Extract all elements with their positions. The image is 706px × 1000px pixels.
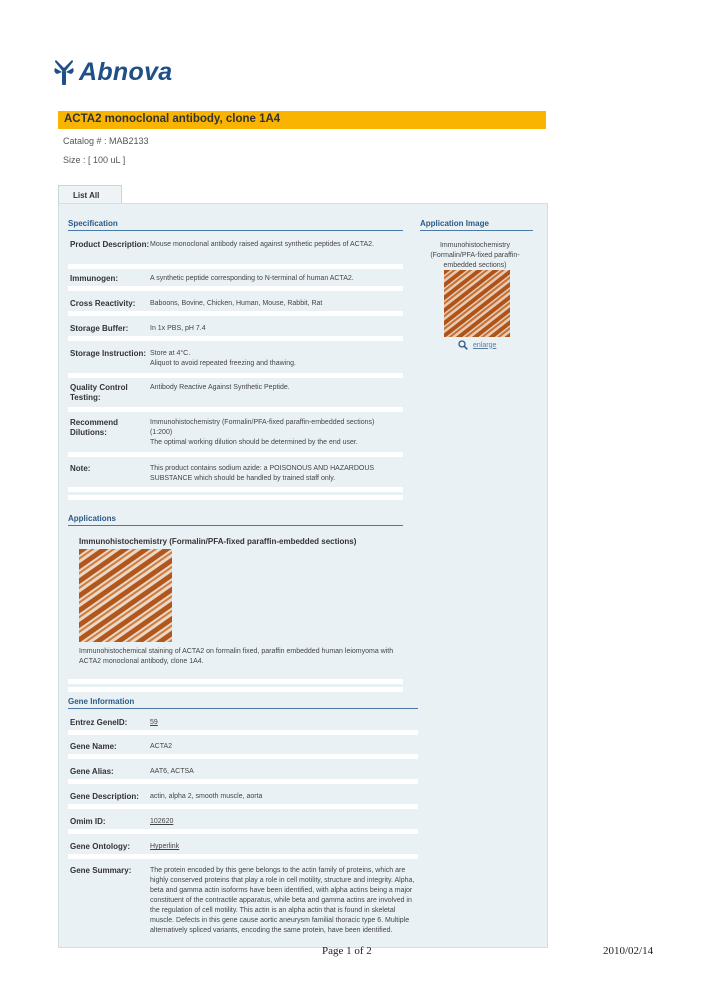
gene-value: AAT6, ACTSA bbox=[150, 768, 194, 775]
application-ihc-image bbox=[79, 549, 172, 642]
application-image-thumbnail[interactable] bbox=[444, 270, 510, 337]
row-divider bbox=[68, 452, 403, 457]
gene-label: Gene Name: bbox=[70, 742, 117, 751]
page-number: Page 1 of 2 bbox=[322, 945, 372, 957]
print-date: 2010/02/14 bbox=[603, 945, 654, 957]
gene-value: actin, alpha 2, smooth muscle, aorta bbox=[150, 793, 263, 800]
application-ihc-title: Immunohistochemistry (Formalin/PFA-fixed paraffin-embedded sections) bbox=[79, 537, 357, 546]
row-divider bbox=[68, 804, 418, 809]
row-divider bbox=[68, 495, 403, 500]
row-divider bbox=[68, 286, 403, 291]
gene-label: Omim ID: bbox=[70, 817, 106, 826]
spec-value: This product contains sodium azide: a POISONOUS AND HAZARDOUS SUBSTANCE which should be handled by trained staff only. bbox=[150, 465, 375, 482]
spec-label: Recommend Dilutions: bbox=[70, 418, 119, 437]
spec-label: Product Description: bbox=[70, 240, 150, 249]
application-image-heading: Application Image bbox=[420, 219, 533, 231]
omim-link[interactable]: 102620 bbox=[150, 818, 174, 825]
row-divider bbox=[68, 311, 403, 316]
catalog-number: Catalog # : MAB2133 bbox=[63, 136, 149, 146]
applications-heading: Applications bbox=[68, 514, 403, 526]
enlarge-label[interactable]: enlarge bbox=[473, 341, 497, 349]
gene-ontology-link[interactable]: Hyperlink bbox=[150, 843, 180, 850]
spec-value: In 1x PBS, pH 7.4 bbox=[150, 325, 206, 332]
spec-label: Note: bbox=[70, 464, 91, 473]
spec-label: Cross Reactivity: bbox=[70, 299, 136, 308]
spec-value: Immunohistochemistry (Formalin/PFA-fixed paraffin-embedded sections) (1:200) The optimal working dilution should be determined by the end user. bbox=[150, 419, 375, 446]
gene-summary-text: The protein encoded by this gene belongs to the actin family of proteins, which are highly conserved proteins that play a role in cell motility, structure and integrity. Alpha, beta and gamma actin isoforms have been identified, with alpha actins being a major constituent of the contractile apparatus, while beta and gamma actins are involved in the regulation of cell motility. This actin is an alpha actin that is found in skeletal muscle. Defects in this gene cause aortic aneurysm familial thoracic type 6. Multiple alternatively spliced variants, encoding the same protein, have been identified. bbox=[150, 867, 415, 934]
row-divider bbox=[68, 754, 418, 759]
row-divider bbox=[68, 829, 418, 834]
gene-information-heading: Gene Information bbox=[68, 697, 418, 709]
entrez-gene-link[interactable]: 59 bbox=[150, 719, 158, 726]
spec-value: Store at 4°C. Aliquot to avoid repeated freezing and thawing. bbox=[150, 350, 296, 367]
gene-label: Gene Alias: bbox=[70, 767, 114, 776]
specification-heading: Specification bbox=[68, 219, 403, 231]
row-divider bbox=[68, 373, 403, 378]
product-title: ACTA2 monoclonal antibody, clone 1A4 bbox=[58, 111, 546, 129]
tab-list-all[interactable]: List All bbox=[58, 185, 122, 204]
row-divider bbox=[68, 687, 403, 692]
spec-value: Baboons, Bovine, Chicken, Human, Mouse, Rabbit, Rat bbox=[150, 300, 323, 307]
ihc-thumbnail-image bbox=[444, 270, 510, 337]
ihc-stain-image bbox=[79, 549, 172, 642]
row-divider bbox=[68, 854, 418, 859]
spec-value: Antibody Reactive Against Synthetic Peptide. bbox=[150, 384, 290, 391]
row-divider bbox=[68, 487, 403, 492]
row-divider bbox=[68, 264, 403, 269]
gene-label: Gene Description: bbox=[70, 792, 139, 801]
application-ihc-caption: Immunohistochemical staining of ACTA2 on formalin fixed, paraffin embedded human leiomyoma with ACTA2 monoclonal antibody, clone 1A4. bbox=[79, 648, 394, 665]
brand-name: Abnova bbox=[79, 58, 173, 86]
spec-label: Quality Control Testing: bbox=[70, 383, 128, 402]
row-divider bbox=[68, 407, 403, 412]
gene-label: Entrez GeneID: bbox=[70, 718, 128, 727]
spec-value: Mouse monoclonal antibody raised against synthetic peptides of ACTA2. bbox=[150, 241, 374, 248]
gene-value: ACTA2 bbox=[150, 743, 173, 750]
abnova-logo-icon bbox=[52, 60, 76, 86]
row-divider bbox=[68, 336, 403, 341]
gene-label: Gene Summary: bbox=[70, 866, 132, 875]
enlarge-link[interactable] bbox=[458, 340, 496, 350]
row-divider bbox=[68, 679, 403, 684]
magnifier-icon bbox=[458, 340, 468, 350]
application-image-caption: Immunohistochemistry (Formalin/PFA-fixed paraffin-embedded sections) bbox=[430, 242, 520, 269]
gene-label: Gene Ontology: bbox=[70, 842, 130, 851]
spec-label: Storage Buffer: bbox=[70, 324, 129, 333]
spec-value: A synthetic peptide corresponding to N-terminal of human ACTA2. bbox=[150, 275, 354, 282]
spec-label: Storage Instruction: bbox=[70, 349, 147, 358]
spec-label: Immunogen: bbox=[70, 274, 118, 283]
row-divider bbox=[68, 730, 418, 735]
abnova-logo bbox=[52, 58, 172, 87]
row-divider bbox=[68, 779, 418, 784]
product-size: Size : [ 100 uL ] bbox=[63, 155, 126, 165]
